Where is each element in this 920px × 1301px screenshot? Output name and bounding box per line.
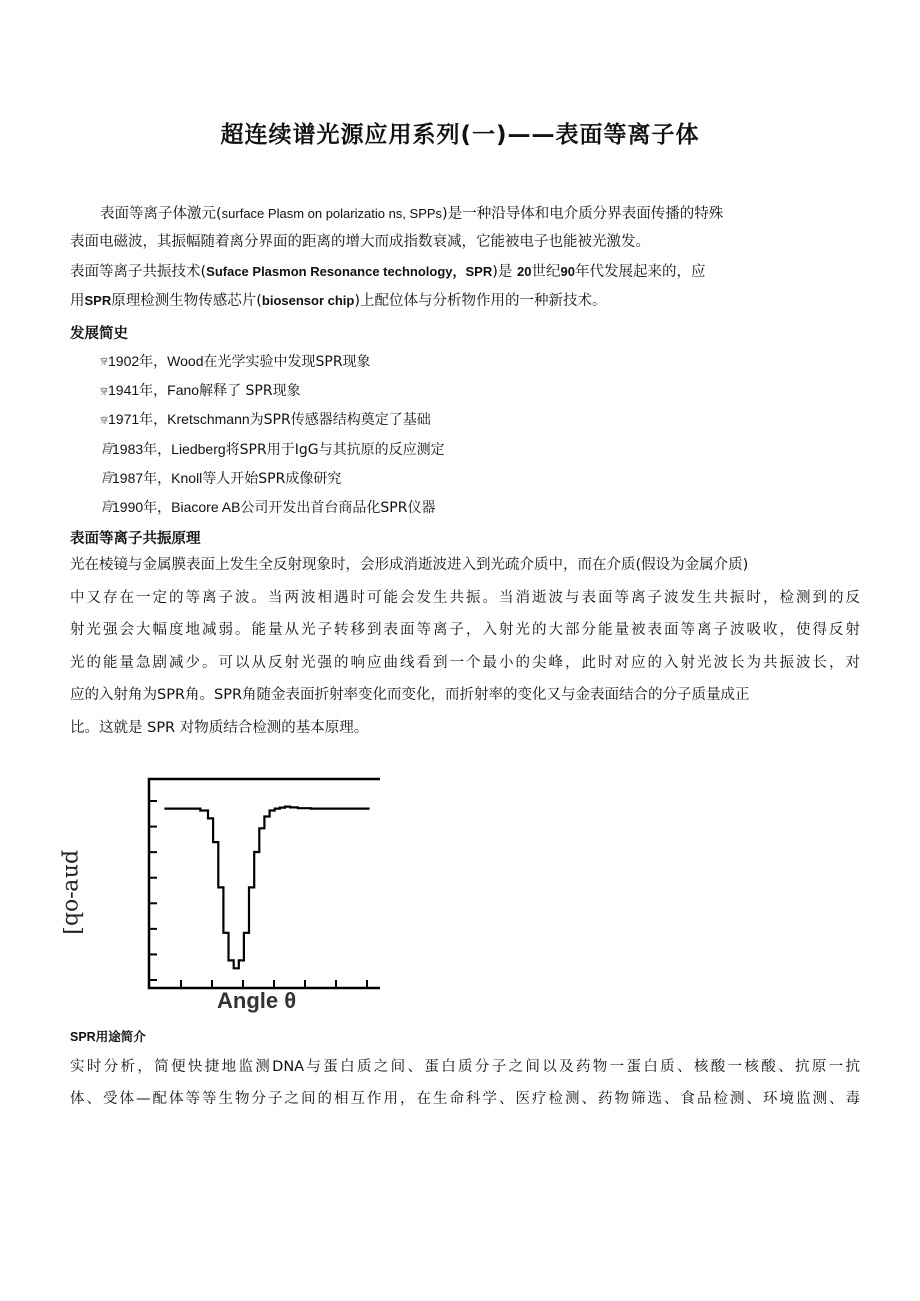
intro-text: )上配位体与分析物作用的一种新技术。 [354,293,607,309]
usage-heading [70,1027,146,1045]
principle-line: 光在棱镜与金属膜表面上发生全反射现象时，会形成消逝波进入到光疏介质中，而在介质(假设为金属介质) [70,557,749,573]
history-sep: 年， [143,499,172,516]
intro-number: 20 [517,264,532,279]
history-year: 1941 [108,382,140,399]
principle-line: 应的入射角为SPR角。SPR角随金表面折射率变化而变化，而折射率的变化又与金表面结合的分子质量成正 [70,687,750,703]
history-name: Fano [167,382,200,399]
usage-heading-text: SPR用途简介 [70,1030,146,1044]
history-name: Knoll [171,469,203,486]
history-year: 1902 [108,353,140,369]
chart-y-label: pnɐ-ob] [60,850,85,935]
page-title: 超连续谱光源应用系列(一)——表面等离子体 [220,122,700,148]
history-sep: 年， [139,354,168,370]
intro-text: 表面等离子共振技术( [70,264,207,280]
intro-text: 用 [70,293,85,309]
intro-paragraph [70,199,723,315]
history-text: 公司开发出首台商品化SPR仪器 [240,499,436,516]
history-text: 等人开始SPR成像研究 [202,470,342,487]
history-name: Wood [167,353,204,369]
intro-text: 表面等离子体激元( [100,206,222,222]
principle-line: 射光强会大幅度地减弱。能量从光子转移到表面等离子，入射光的大部分能量被表面等离子波吸收，使得反射 [70,622,860,638]
chart-frame [149,779,380,988]
history-year: 1971 [108,411,140,428]
history-sep: 年， [139,383,168,400]
intro-line-2: 表面电磁波，其振幅随着离分界面的距离的增大而成指数衰减，它能被电子也能被光激发。 [70,234,650,250]
history-year: 1983 [112,440,144,457]
intro-text: 年代发展起来的，应 [574,264,706,280]
principle-line: 中又存在一定的等离子波。当两波相遇时可能会发生共振。当消逝波与表面等离子波发生共振时，检测到的反 [70,589,860,606]
history-list [100,347,445,522]
history-sep: 年， [143,441,172,458]
history-heading: 发展简史 [70,326,128,342]
intro-line-4 [70,286,723,315]
history-item [100,493,445,522]
bullet-mark: 穿 [100,357,108,367]
bullet-mark: 穿 [100,415,108,425]
usage-line: 体、受体—配体等等生物分子之间的相互作用，在生命科学、医疗检测、药物筛选、食品检测、环境监测、毒 [70,1091,860,1107]
intro-text: )是一种沿导体和电介质分界表面传播的特殊 [442,206,724,222]
spr-curve [164,807,369,969]
history-item [100,405,445,434]
bullet-mark: 肓 [100,441,114,457]
history-name: Liedberg [171,440,226,457]
history-item [100,347,445,376]
intro-line-1 [70,199,723,228]
history-year: 1990 [112,498,144,515]
history-item [100,435,445,464]
intro-number: 90 [560,264,575,279]
history-name: Kretschmann [167,411,250,428]
principle-line: 光的能量急剧减少。可以从反射光强的响应曲线看到一个最小的尖峰，此时对应的入射光波长为共振波长，对 [70,654,860,671]
principle-paragraph [70,549,860,744]
history-sep: 年， [143,470,172,487]
principle-line: 比。这就是 SPR 对物质结合检测的基本原理。 [70,719,369,736]
intro-text: 世纪 [531,264,561,280]
bullet-mark: 穿 [100,386,108,396]
history-item [100,376,445,405]
history-text: 解释了 SPR现象 [199,383,301,400]
intro-text: )是 [492,264,518,280]
bullet-mark: 肓 [100,500,114,516]
intro-text: 原理检测生物传感芯片( [111,293,262,309]
history-text: 将SPR用于IgG与其抗原的反应测定 [225,441,445,458]
principle-heading: 表面等离子共振原理 [70,531,201,547]
history-year: 1987 [112,469,144,486]
history-text: 为SPR传感器结构奠定了基础 [249,412,431,429]
usage-paragraph [70,1051,860,1115]
chart-x-label: Angle θ [217,988,297,1013]
history-item [100,464,445,493]
usage-line: 实时分析，简便快捷地监测DNA与蛋白质之间、蛋白质分子之间以及药物一蛋白质、核酸一核酸、抗原一抗 [70,1059,860,1075]
intro-term: surface Plasm on polarizatio ns, SPPs [221,206,443,221]
intro-term: Suface Plasmon Resonance technology，SPR [206,264,493,279]
intro-line-3 [70,257,723,286]
intro-term: SPR [84,293,112,308]
history-name: Biacore AB [171,498,241,515]
history-sep: 年， [139,412,168,429]
history-text: 在光学实验中发现SPR现象 [203,354,371,370]
bullet-mark: 肓 [100,471,114,487]
intro-term: biosensor chip [261,293,355,308]
